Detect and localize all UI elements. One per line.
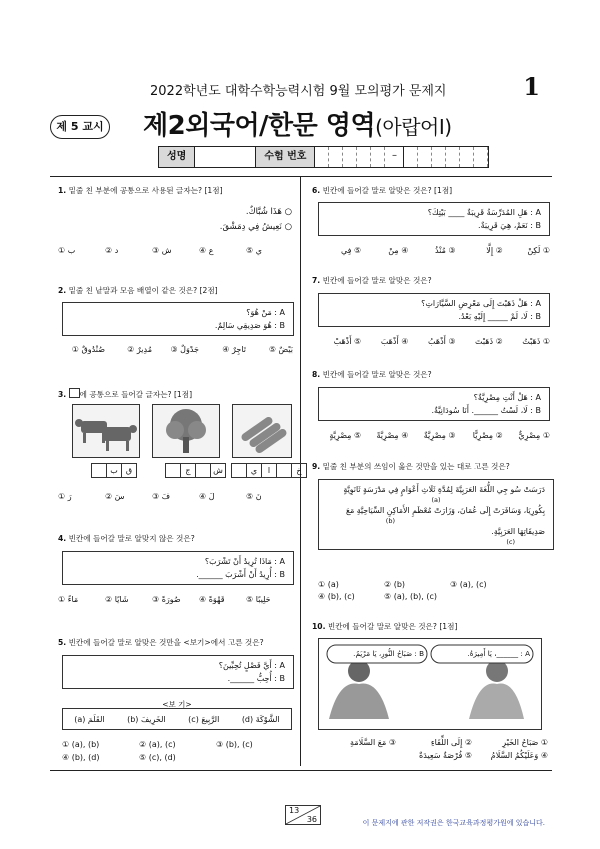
exam-number-label: 수험 번호 bbox=[256, 147, 315, 167]
q9-passage: دَرَسَتْ سُو جِي اللُّغَةَ العَرَبِيَّةَ لِمُدَّةِ ثَلَاثِ أَعْوَامٍ فِي مَدْرَسَةٍ ثَانَوِيَّةٍ (a) بِكُورِيَا، وَسَافَرَتْ إِلَى عُمَانَ، وَزَارَتْ مُعْظَمِ الأَمَاكِنِ السِّيَاحِيَّةِ مَعَ (b) صَدِيقَاتِهَا العَرَبِيَّةِ. (c) bbox=[318, 479, 554, 550]
q6-options[interactable]: ① لَكِنْ ② إِلَّا ③ مُنْذُ ④ مِنْ ⑤ فِي bbox=[340, 246, 550, 255]
q7-dialog: A : هَلْ ذَهَبْتَ إِلَى مَعْرِضِ السَّيَّارَاتِ؟ B : لَا، لَمْ _____ إِلَيْهِ بَعْدُ. bbox=[318, 293, 550, 327]
q3-options[interactable]: ① رَ ② سَ ③ فَ ④ لَ ⑤ نَ bbox=[58, 492, 262, 501]
q1-lines: ○ هَذَا شُبَّاكٌ. ○ نَعِيشُ فِي دِمَشْقَ. bbox=[219, 207, 292, 232]
q4-options[interactable]: ① مَاءً ② شَايًا ③ صُورَةً ④ قَهْوَةً ⑤ حَلِيبًا bbox=[58, 595, 271, 604]
q4-dialog: A : مَاذَا تُرِيدُ أَنْ تَشْرَبَ؟ B : أُرِيدُ أَنْ أَشْرَبَ ______. bbox=[62, 551, 294, 585]
q2-dialog: A : مَنْ هُوَ؟ B : هُوَ صَدِيقِي سَالِمٌ. bbox=[62, 302, 294, 336]
question-4: 4. 빈칸에 들어갈 말로 알맞지 않은 것은? bbox=[58, 534, 195, 543]
name-field[interactable] bbox=[195, 147, 256, 167]
page-fraction: 13 36 bbox=[285, 805, 321, 825]
q8-dialog: A : هَلْ أَنْتِ مِصْرِيَّةٌ؟ B : لَا، لَسْتُ ______. أَنَا سُودَانِيَّةٌ. bbox=[318, 387, 550, 421]
question-3: 3. 에 공통으로 들어갈 글자는? [1점] bbox=[58, 390, 193, 399]
q7-options[interactable]: ① ذَهَبْتُ ② ذَهَبْتَ ③ أَذْهَبُ ④ أَذْهَبَ ⑤ أَذْهَبْ bbox=[333, 337, 550, 346]
q9-options[interactable]: ① (a) ② (b) ③ (a), (c) ④ (b), (c) ⑤ (a), (b), (c) bbox=[318, 580, 487, 601]
bubble-a: A : ______، يَا أَمِيرَةُ. bbox=[467, 649, 530, 658]
id-bar bbox=[158, 146, 489, 168]
q2-options[interactable]: ① صُنْدُوقٌ ② مُدِيرٌ ③ جَدْوَلٌ ④ تَاجِرٌ ⑤ بَيْضٌ bbox=[71, 345, 293, 354]
exam-subtitle: 2022학년도 대학수학능력시험 9월 모의평가 문제지 bbox=[150, 84, 447, 99]
bubble-b: B : صَبَاحُ النُّورِ، يَا مَرْيَمُ. bbox=[353, 649, 424, 658]
title-suffix: (아랍어Ⅰ) bbox=[375, 115, 452, 139]
q8-options[interactable]: ① مِصْرِيٌّ ② مِصْرِيًّا ③ مِصْرِيَّةٌ ④ مِصْرِيَّةً ⑤ مِصْرِيَّةٍ bbox=[329, 431, 550, 440]
footer-rule bbox=[50, 770, 552, 771]
page-title: 제2외국어/한문 영역(아랍어Ⅰ) bbox=[143, 111, 452, 141]
q3-letters-3: ي ا خ bbox=[232, 463, 307, 478]
copyright-note: 이 문제지에 관한 저작권은 한국교육과정평가원에 있습니다. bbox=[362, 819, 545, 827]
q5-options[interactable]: ① (a), (b) ② (a), (c) ③ (b), (c) ④ (b), (d) ⑤ (c), (d) bbox=[62, 740, 253, 762]
q3-letters-1: ق ب bbox=[92, 463, 137, 478]
cows-picture bbox=[72, 404, 140, 458]
question-9: 9. 밑줄 친 부분의 쓰임이 옳은 것만을 있는 대로 고른 것은? bbox=[312, 462, 510, 471]
exam-number-field[interactable]: – bbox=[315, 147, 488, 167]
question-10: 10. 빈칸에 들어갈 말로 알맞은 것은? [1점] bbox=[312, 622, 458, 631]
question-8: 8. 빈칸에 들어갈 말로 알맞은 것은? bbox=[312, 370, 432, 379]
cucumbers-picture bbox=[232, 404, 292, 458]
question-6: 6. 빈칸에 들어갈 말로 알맞은 것은? [1점] bbox=[312, 186, 453, 195]
page-number: 1 bbox=[523, 72, 540, 101]
q3-letters-2: ج ش bbox=[166, 463, 226, 478]
bogi-label: <보 기> bbox=[162, 700, 192, 709]
name-label: 성명 bbox=[159, 147, 195, 167]
question-7: 7. 빈칸에 들어갈 말로 알맞은 것은? bbox=[312, 276, 432, 285]
tree-picture bbox=[152, 404, 220, 458]
header-rule bbox=[50, 176, 552, 177]
q1-options[interactable]: ① ب ② د ③ ش ④ ع ⑤ ي bbox=[58, 246, 262, 255]
q5-dialog: A : أَيَّ فَصْلٍ تُحِبِّينَ؟ B : أُحِبُّ ______. bbox=[62, 655, 294, 689]
period-badge: 제 5 교시 bbox=[50, 115, 110, 139]
question-5: 5. 빈칸에 들어갈 말로 알맞은 것만을 <보기>에서 고른 것은? bbox=[58, 638, 264, 647]
q6-dialog: A : هَلِ المُدَرِّسَةُ قَرِيبَةٌ ____ بَيْتِكَ؟ B : نَعَمْ، هِيَ قَرِيبَةٌ. bbox=[318, 202, 550, 236]
q10-options[interactable]: ① صَبَاحُ الخَيْرِ ② إِلَى اللِّقَاءِ ③ مَعَ السَّلَامَةِ ④ وَعَلَيْكُمُ السَّلَامُ ⑤ فُرْصَةٌ سَعِيدَةٌ bbox=[350, 738, 548, 760]
question-1: 1. 밑줄 친 부분에 공통으로 사용된 글자는? [1점] bbox=[58, 186, 223, 195]
bogi-box: (a) القَلَمَ (b) الخَرِيفَ (c) الرَّبِيعَ (d) الشَّوْكَةَ bbox=[62, 708, 292, 730]
question-2: 2. 밑줄 친 낱말과 모음 배열이 같은 것은? [2점] bbox=[58, 286, 218, 295]
